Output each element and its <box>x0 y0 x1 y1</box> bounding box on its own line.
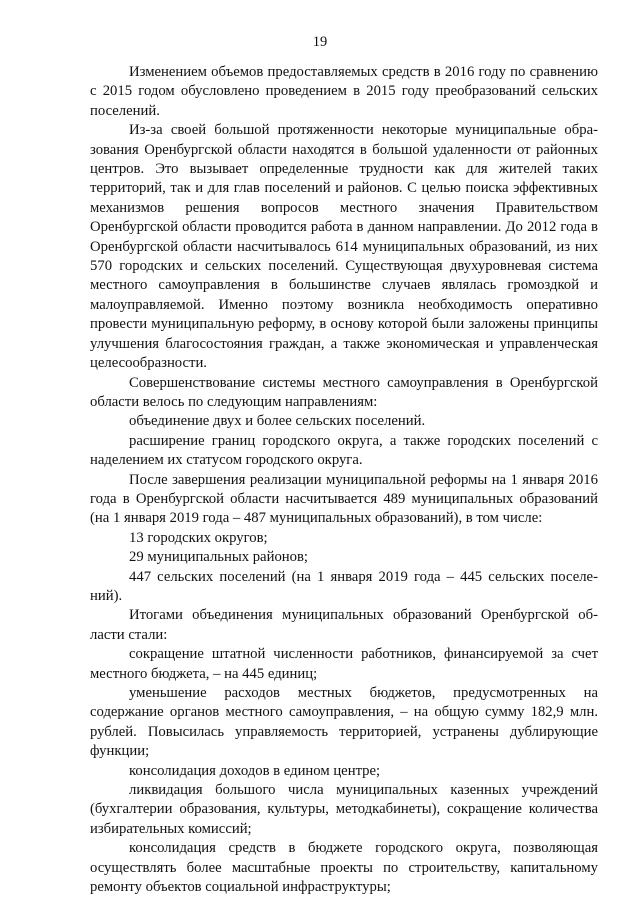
list-item: сокращение штатной численности работников, финансируемой за счет местного бюджета, – на 445 единиц; <box>90 646 598 682</box>
paragraph: Совершенствование системы местного самоуправления в Оренбургской области велось по следующим направлениям: <box>90 374 598 410</box>
paragraph: Из-за своей большой протяженности некоторые муниципальные образования Оренбургской области находятся в большой удаленности от районных центров. Это вызывает определенные трудности как для жителей таких территорий, так и для глав поселений и районов. С целью поиска эффективных механизмов решения вопросов местного значения Правительством Оренбургской области проводится работа в данном направлении. До 2012 года в Оренбургской области насчитывалось 614 муниципальных образований, из них 570 городских и сельских поселений. Существующая двухуровневая система местного самоуправления в большинстве случаев являлась громоздкой и малоуправляемой. Именно поэтому возникла необходимость оперативно провести муниципальную реформу, в основу которой были заложены принципы улучшения благосостояния граждан, а также экономическая и управленческая целесообразности. <box>90 122 598 372</box>
list-item: консолидация доходов в едином центре; <box>129 762 381 779</box>
list-item: 29 муниципальных районов; <box>129 549 309 566</box>
page-number: 19 <box>312 34 328 50</box>
list-item: расширение границ городского округа, а также городских поселений с наделением их статусом городского округа. <box>90 432 598 469</box>
body-text <box>90 63 598 897</box>
list-item: консолидация средств в бюджете городского округа, позволяющая осуществлять более масштабные проекты по строительству, капитальному ремонту объектов социальной инфраструктуры; <box>90 840 598 896</box>
list-item: объединение двух и более сельских поселений. <box>129 413 426 430</box>
paragraph: Итогами объединения муниципальных образований Оренбургской области стали: <box>90 607 598 643</box>
paragraph: Изменением объемов предоставляемых средств в 2016 году по сравнению с 2015 годом обусловлено проведением в 2015 году преобразований сельских поселений. <box>90 64 598 119</box>
list-item: 13 городских округов; <box>129 529 268 546</box>
list-item: ликвидация большого числа муниципальных казенных учреждений (бухгалтерии образования, культуры, методкабинеты), сокращение количества избирательных комиссий; <box>90 782 598 837</box>
list-item: 447 сельских поселений (на 1 января 2019 года – 445 сельских поселений). <box>90 568 598 604</box>
paragraph: После завершения реализации муниципальной реформы на 1 января 2016 года в Оренбургской области насчитывается 489 муниципальных образований (на 1 января 2019 года – 487 муниципальных образований), в том числе: <box>90 471 598 527</box>
list-item: уменьшение расходов местных бюджетов, предусмотренных на содержание органов местного самоуправления, – на общую сумму 182,9 млн. рублей. Повысилась управляемость территорией, устранены дублирующие функции; <box>90 685 598 760</box>
